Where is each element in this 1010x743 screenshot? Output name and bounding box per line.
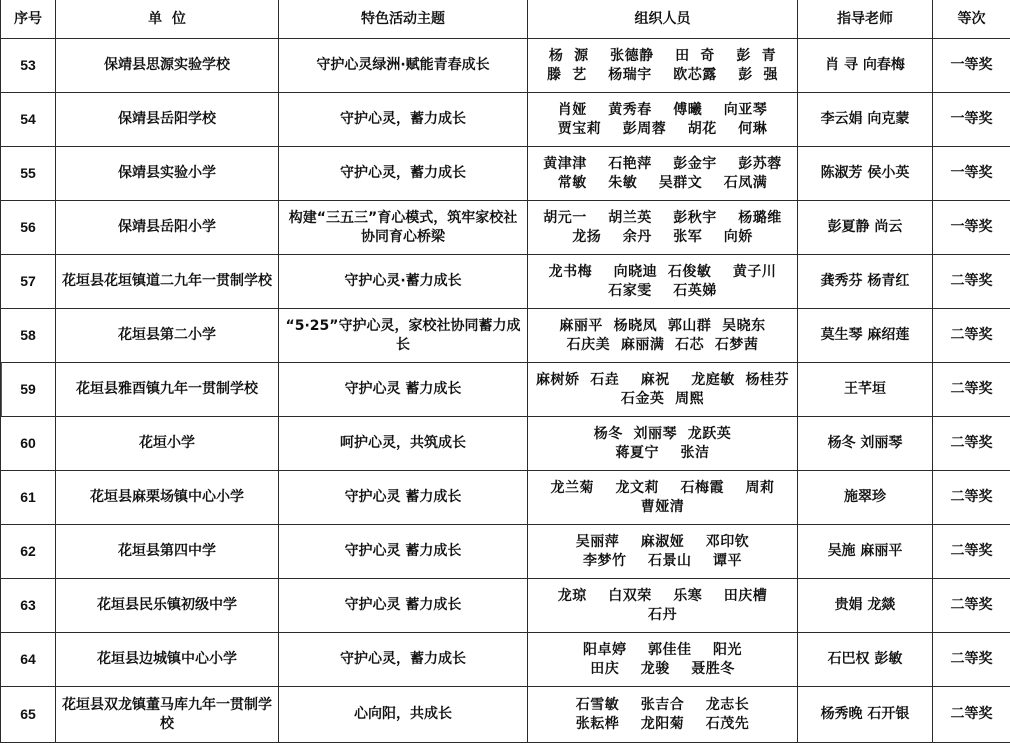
cell-teacher: 贵娟 龙燚 — [798, 579, 933, 633]
cell-theme: 守护心灵绿洲·赋能青春成长 — [279, 39, 528, 93]
cell-organizers — [528, 471, 798, 525]
organizer-line: 石家雯 石英娣 — [608, 282, 717, 299]
organizer-line: 龙扬 余丹 张军 向娇 — [572, 228, 753, 245]
cell-organizers — [528, 525, 798, 579]
organizer-line: 蒋夏宁 张洁 — [615, 444, 710, 461]
organizer-line: 田庆 龙骏 聂胜冬 — [590, 660, 735, 677]
header-theme: 特色活动主题 — [279, 0, 528, 39]
organizer-line: 龙琼 白双荣 乐寒 田庆槽 — [557, 587, 768, 604]
organizer-line: 胡元一 胡兰英 彭秋宇 杨璐维 — [543, 209, 782, 226]
organizer-line: 黄津津 石艳萍 彭金宇 彭苏蓉 — [543, 155, 782, 172]
cell-no: 56 — [1, 201, 56, 255]
organizer-line: 石庆美 麻丽满 石芯 石梦茜 — [566, 336, 759, 353]
cell-unit: 花垣县民乐镇初级中学 — [56, 579, 279, 633]
header-unit: 单 位 — [56, 0, 279, 39]
cell-no: 60 — [1, 417, 56, 471]
cell-no: 64 — [1, 633, 56, 687]
cell-theme: 构建“三五三”育心模式，筑牢家校社协同育心桥梁 — [279, 201, 528, 255]
cell-unit: 保靖县岳阳小学 — [56, 201, 279, 255]
organizer-line: 麻树娇 石垚 麻祝 龙庭敏 杨桂芬 — [536, 371, 789, 388]
cell-organizers — [528, 255, 798, 309]
cell-grade: 一等奖 — [933, 147, 1010, 201]
organizer-line: 杨 源 张德静 田 奇 彭 青 — [548, 47, 777, 64]
organizer-line: 吴丽萍 麻淑娅 邓印钦 — [575, 533, 750, 550]
header-row — [1, 0, 1010, 39]
cell-no: 61 — [1, 471, 56, 525]
table-row — [1, 417, 1010, 471]
cell-teacher: 石巴权 彭敏 — [798, 633, 933, 687]
header-grade: 等次 — [933, 0, 1010, 39]
organizer-line: 曹娅清 — [640, 498, 685, 515]
cell-no: 54 — [1, 93, 56, 147]
cell-no: 55 — [1, 147, 56, 201]
organizer-line: 滕 艺 杨瑞宇 欧芯露 彭 强 — [547, 66, 778, 83]
table-row — [1, 579, 1010, 633]
cell-grade: 二等奖 — [933, 579, 1010, 633]
cell-theme: 守护心灵 蓄力成长 — [279, 525, 528, 579]
cell-grade: 二等奖 — [933, 417, 1010, 471]
cell-no: 65 — [1, 687, 56, 743]
cell-teacher: 杨冬 刘丽琴 — [798, 417, 933, 471]
cell-grade: 二等奖 — [933, 363, 1010, 417]
cell-theme: 守护心灵 蓄力成长 — [279, 471, 528, 525]
cell-organizers — [528, 687, 798, 743]
cell-theme: 心向阳，共成长 — [279, 687, 528, 743]
cell-theme: 守护心灵，蓄力成长 — [279, 633, 528, 687]
cell-unit: 花垣县花垣镇道二九年一贯制学校 — [56, 255, 279, 309]
cell-no: 63 — [1, 579, 56, 633]
organizer-line: 石金英 周熙 — [620, 390, 705, 407]
organizer-line: 李梦竹 石景山 谭平 — [583, 552, 742, 569]
table-body — [1, 39, 1010, 743]
cell-no: 53 — [1, 39, 56, 93]
cell-organizers — [528, 93, 798, 147]
cell-organizers — [528, 417, 798, 471]
table-row — [1, 93, 1010, 147]
table-row — [1, 363, 1010, 417]
cell-theme: 守护心灵 蓄力成长 — [279, 579, 528, 633]
table-row — [1, 687, 1010, 743]
cell-teacher: 肖 寻 向春梅 — [798, 39, 933, 93]
organizer-line: 阳卓婷 郭佳佳 阳光 — [583, 641, 742, 658]
cell-teacher: 李云娟 向克蒙 — [798, 93, 933, 147]
cell-theme: 守护心灵，蓄力成长 — [279, 147, 528, 201]
table-row — [1, 255, 1010, 309]
cell-no: 62 — [1, 525, 56, 579]
header-no: 序号 — [1, 0, 56, 39]
cell-grade: 二等奖 — [933, 309, 1010, 363]
cell-unit: 花垣县麻栗场镇中心小学 — [56, 471, 279, 525]
cell-theme: 呵护心灵，共筑成长 — [279, 417, 528, 471]
cell-grade: 二等奖 — [933, 471, 1010, 525]
cell-unit: 保靖县实验小学 — [56, 147, 279, 201]
cell-theme: 守护心灵，蓄力成长 — [279, 93, 528, 147]
cell-teacher: 吴施 麻丽平 — [798, 525, 933, 579]
cell-teacher: 龚秀芬 杨青红 — [798, 255, 933, 309]
table-row — [1, 39, 1010, 93]
table-row — [1, 309, 1010, 363]
cell-theme: 守护心灵·蓄力成长 — [279, 255, 528, 309]
cell-organizers — [528, 147, 798, 201]
cell-grade: 二等奖 — [933, 633, 1010, 687]
cell-no: 59 — [1, 363, 56, 417]
header-organizers: 组织人员 — [528, 0, 798, 39]
cell-grade: 二等奖 — [933, 525, 1010, 579]
header-teacher: 指导老师 — [798, 0, 933, 39]
cell-organizers — [528, 201, 798, 255]
cell-organizers — [528, 39, 798, 93]
cell-unit: 花垣县第四中学 — [56, 525, 279, 579]
cell-organizers — [528, 579, 798, 633]
cell-grade: 一等奖 — [933, 201, 1010, 255]
cell-grade: 一等奖 — [933, 39, 1010, 93]
cell-grade: 二等奖 — [933, 255, 1010, 309]
organizer-line: 龙书梅 向晓迪 石俊敏 黄子川 — [548, 263, 777, 280]
cell-unit: 花垣县双龙镇董马库九年一贯制学校 — [56, 687, 279, 743]
cell-no: 58 — [1, 309, 56, 363]
cell-no: 57 — [1, 255, 56, 309]
cell-unit: 花垣县第二小学 — [56, 309, 279, 363]
cell-grade: 二等奖 — [933, 687, 1010, 743]
table-row — [1, 525, 1010, 579]
organizer-line: 常敏 朱敏 吴群文 石凤满 — [557, 174, 768, 191]
cell-theme: “5·25”守护心灵，家校社协同蓄力成长 — [279, 309, 528, 363]
organizer-line: 石雪敏 张吉合 龙志长 — [575, 696, 750, 713]
organizer-line: 贾宝莉 彭周蓉 胡花 何琳 — [557, 120, 768, 137]
table-row — [1, 633, 1010, 687]
organizer-line: 杨冬 刘丽琴 龙跃英 — [593, 425, 732, 442]
table-row — [1, 201, 1010, 255]
table-row — [1, 471, 1010, 525]
organizer-line: 龙兰菊 龙文莉 石梅霞 周莉 — [550, 479, 775, 496]
organizer-line: 石丹 — [648, 606, 677, 623]
cell-teacher: 彭夏静 尚云 — [798, 201, 933, 255]
cell-unit: 花垣县雅酉镇九年一贯制学校 — [56, 363, 279, 417]
cell-unit: 保靖县岳阳学校 — [56, 93, 279, 147]
cell-theme: 守护心灵 蓄力成长 — [279, 363, 528, 417]
cell-organizers — [528, 633, 798, 687]
table-row — [1, 147, 1010, 201]
cell-teacher: 莫生琴 麻绍莲 — [798, 309, 933, 363]
organizer-line: 张耘桦 龙阳菊 石茂先 — [575, 715, 750, 732]
cell-unit: 保靖县思源实验学校 — [56, 39, 279, 93]
cell-teacher: 陈淑芳 侯小英 — [798, 147, 933, 201]
cell-grade: 一等奖 — [933, 93, 1010, 147]
cell-unit: 花垣县边城镇中心小学 — [56, 633, 279, 687]
cell-unit: 花垣小学 — [56, 417, 279, 471]
cell-organizers — [528, 363, 798, 417]
cell-teacher: 王芊垣 — [798, 363, 933, 417]
cell-organizers — [528, 309, 798, 363]
cell-teacher: 施翠珍 — [798, 471, 933, 525]
organizer-line: 麻丽平 杨晓凤 郭山群 吴晓东 — [559, 317, 766, 334]
cell-teacher: 杨秀晚 石开银 — [798, 687, 933, 743]
organizer-line: 肖娅 黄秀春 傅曦 向亚琴 — [557, 101, 768, 118]
